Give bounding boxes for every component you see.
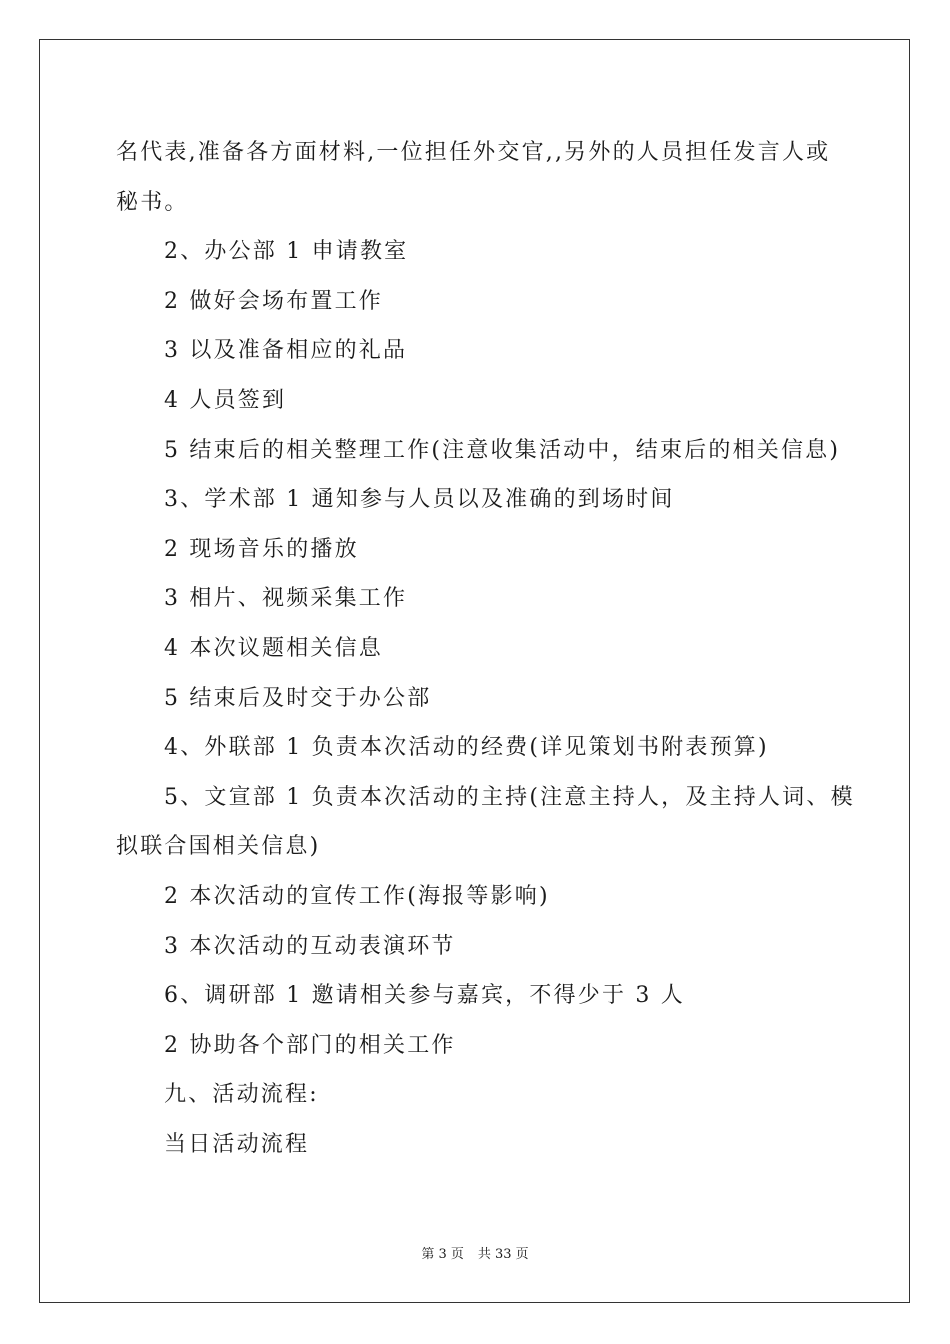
list-item: 2 本次活动的宣传工作(海报等影响) (164, 883, 550, 909)
list-item: 2 做好会场布置工作 (164, 288, 383, 314)
list-item: 3、学术部 1 通知参与人员以及准确的到场时间 (164, 487, 675, 513)
list-item: 3 以及准备相应的礼品 (164, 338, 408, 364)
list-item: 2 协助各个部门的相关工作 (164, 1032, 456, 1058)
page-total: 共 33 页 (477, 1247, 529, 1262)
list-item: 5 结束后的相关整理工作(注意收集活动中，结束后的相关信息) (164, 437, 841, 463)
paragraph-line: 名代表,准备各方面材料,一位担任外交官,,另外的人员担任发言人或 (116, 140, 831, 165)
list-item: 4、外联部 1 负责本次活动的经费(详见策划书附表预算) (164, 735, 769, 761)
list-item: 3 相片、视频采集工作 (164, 586, 408, 612)
list-item: 4 本次议题相关信息 (164, 635, 383, 661)
section-heading: 九、活动流程: (164, 1082, 319, 1108)
list-item: 2 现场音乐的播放 (164, 536, 359, 562)
list-item: 4 人员签到 (164, 387, 287, 413)
paragraph-line: 当日活动流程 (164, 1131, 310, 1157)
document-body (116, 128, 855, 1169)
paragraph-line: 秘书。 (116, 189, 189, 215)
page-number: 第 3 页 (421, 1247, 464, 1262)
paragraph-line: 拟联合国相关信息) (116, 834, 321, 860)
list-item: 6、调研部 1 邀请相关参与嘉宾，不得少于 3 人 (164, 983, 685, 1009)
page-footer (0, 1246, 950, 1264)
list-item: 3 本次活动的互动表演环节 (164, 933, 456, 959)
list-item: 5 结束后及时交于办公部 (164, 685, 432, 711)
list-item: 5、文宣部 1 负责本次活动的主持(注意主持人，及主持人词、模 (164, 784, 855, 810)
list-item: 2、办公部 1 申请教室 (164, 239, 409, 265)
